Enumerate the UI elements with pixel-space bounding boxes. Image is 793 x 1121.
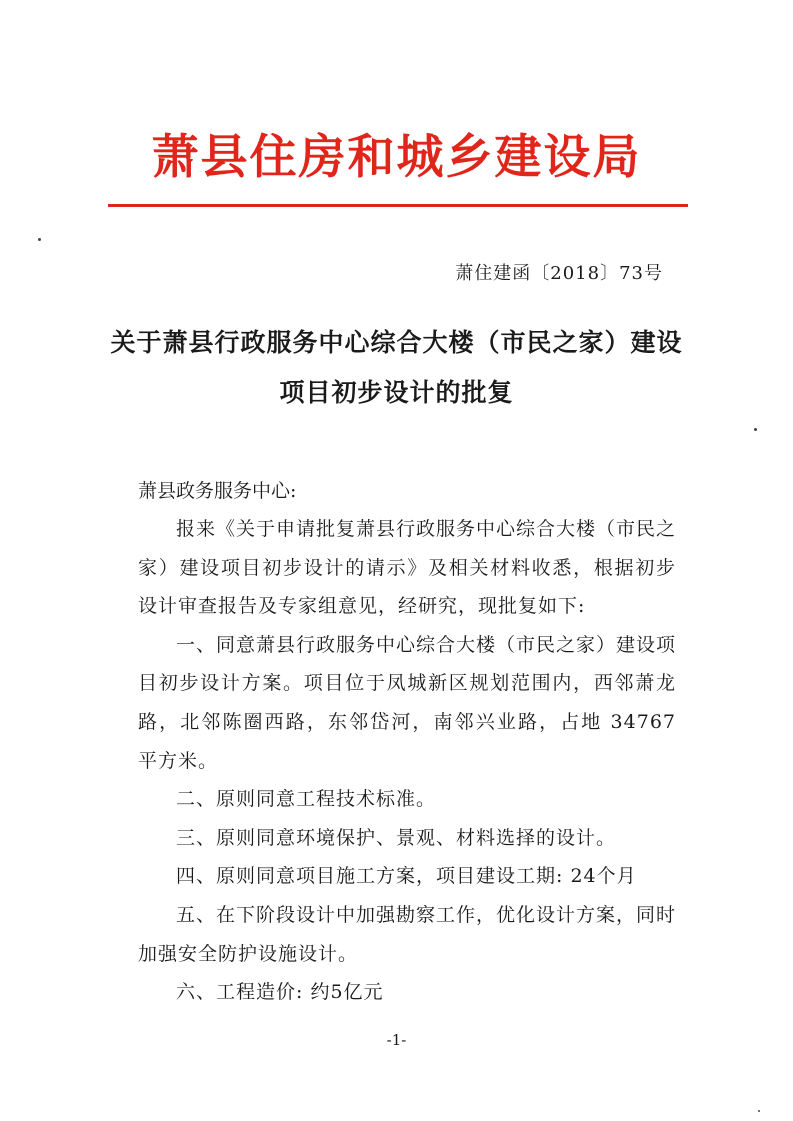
page-number: -1- bbox=[386, 1031, 407, 1049]
paragraph-item-5: 五、在下阶段设计中加强勘察工作，优化设计方案，同时加强安全防护设施设计。 bbox=[138, 903, 677, 965]
paragraph-intro: 报来《关于申请批复萧县行政服务中心综合大楼（市民之家）建设项目初步设计的请示》及相关材料收悉，根据初步设计审查报告及专家组意见，经研究，现批复如下: bbox=[138, 518, 677, 618]
scan-speck bbox=[758, 1110, 760, 1112]
paragraph-item-1: 一、同意萧县行政服务中心综合大楼（市民之家）建设项目初步设计方案。项目位于凤城新区规划范围内，西邻萧龙路，北邻陈圈西路，东邻岱河，南邻兴业路，占地 34767 平方米。 bbox=[138, 633, 677, 772]
scan-speck bbox=[754, 428, 757, 431]
letterhead-title: 萧县住房和城乡建设局 bbox=[151, 130, 642, 185]
letterhead-divider bbox=[108, 204, 688, 207]
document-title: 关于萧县行政服务中心综合大楼（市民之家）建设项目初步设计的批复 bbox=[110, 328, 683, 407]
paragraph-item-4: 四、原则同意项目施工方案，项目建设工期: 24个月 bbox=[176, 865, 637, 888]
document-body bbox=[138, 510, 676, 1012]
document-number: 萧住建函〔2018〕73号 bbox=[455, 263, 663, 284]
addressee: 萧县政务服务中心: bbox=[138, 480, 297, 502]
paragraph-item-2: 二、原则同意工程技术标准。 bbox=[176, 788, 437, 811]
scan-speck bbox=[38, 238, 41, 241]
paragraph-item-6: 六、工程造价: 约5亿元 bbox=[176, 981, 384, 1004]
paragraph-item-3: 三、原则同意环境保护、景观、材料选择的设计。 bbox=[176, 826, 617, 849]
